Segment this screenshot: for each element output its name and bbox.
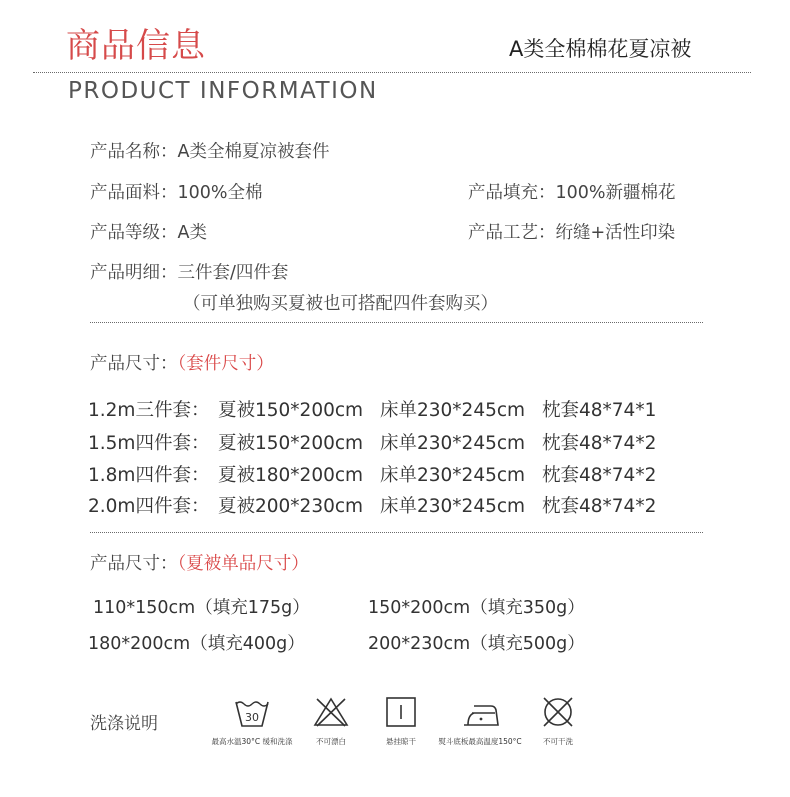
set-size-label-red: （套件尺寸） [177,354,274,374]
no-bleach-icon [313,696,349,728]
care-caption: 不可干洗 [543,737,573,746]
care-caption: 熨斗底板最高温度150°C [438,737,522,746]
info-craft: 产品工艺：绗缝+活性印染 [468,223,676,243]
single-size-item: 150*200cm（填充350g） [368,598,585,618]
row-pillow: 枕套48*74*2 [542,433,657,454]
info-name: 产品名称：A类全棉夏凉被套件 [90,142,330,162]
row-quilt: 夏被200*230cm [218,496,364,517]
row-pillow: 枕套48*74*2 [542,496,657,517]
single-size-label-red: （夏被单品尺寸） [177,554,309,574]
row-quilt: 夏被150*200cm [218,400,364,421]
header-divider [33,72,751,73]
row-sheet: 床单230*245cm [380,400,526,421]
single-size-item: 110*150cm（填充175g） [93,598,310,618]
divider [90,532,703,533]
row-sheet: 床单230*245cm [380,496,526,517]
row-name: 1.8m四件套： [88,465,210,486]
iron-icon [462,702,500,728]
product-name: A类全棉棉花夏凉被 [509,37,692,61]
wash-30-icon [234,696,270,730]
care-caption: 悬挂晾干 [386,737,416,746]
info-fabric: 产品面料：100%全棉 [90,183,263,203]
info-grade: 产品等级：A类 [90,223,207,243]
no-dry-clean-icon [541,695,575,729]
row-name: 2.0m四件套： [88,496,210,517]
divider [90,322,703,323]
section-title-en: PRODUCT INFORMATION [68,78,378,104]
row-sheet: 床单230*245cm [380,433,526,454]
hang-dry-icon [385,696,417,728]
info-filling: 产品填充：100%新疆棉花 [468,183,676,203]
info-detail-note: （可单独购买夏被也可搭配四件套购买） [183,294,498,314]
row-quilt: 夏被150*200cm [218,433,364,454]
single-size-item: 200*230cm（填充500g） [368,634,585,654]
row-pillow: 枕套48*74*1 [542,400,657,421]
row-name: 1.2m三件套： [88,400,210,421]
wash-temp-number: 30 [245,711,259,724]
info-detail: 产品明细：三件套/四件套 [90,263,289,283]
single-size-item: 180*200cm（填充400g） [88,634,305,654]
row-sheet: 床单230*245cm [380,465,526,486]
care-label: 洗涤说明 [90,714,158,734]
single-size-heading [90,550,309,575]
page-title: 商品信息 [66,26,206,66]
care-caption: 最高水温30°C 缓和洗涤 [211,737,293,746]
set-size-label: 产品尺寸： [90,354,178,374]
row-quilt: 夏被180*200cm [218,465,364,486]
set-size-heading [90,350,274,375]
row-name: 1.5m四件套： [88,433,210,454]
care-caption: 不可漂白 [316,737,346,746]
single-size-label: 产品尺寸： [90,554,178,574]
row-pillow: 枕套48*74*2 [542,465,657,486]
